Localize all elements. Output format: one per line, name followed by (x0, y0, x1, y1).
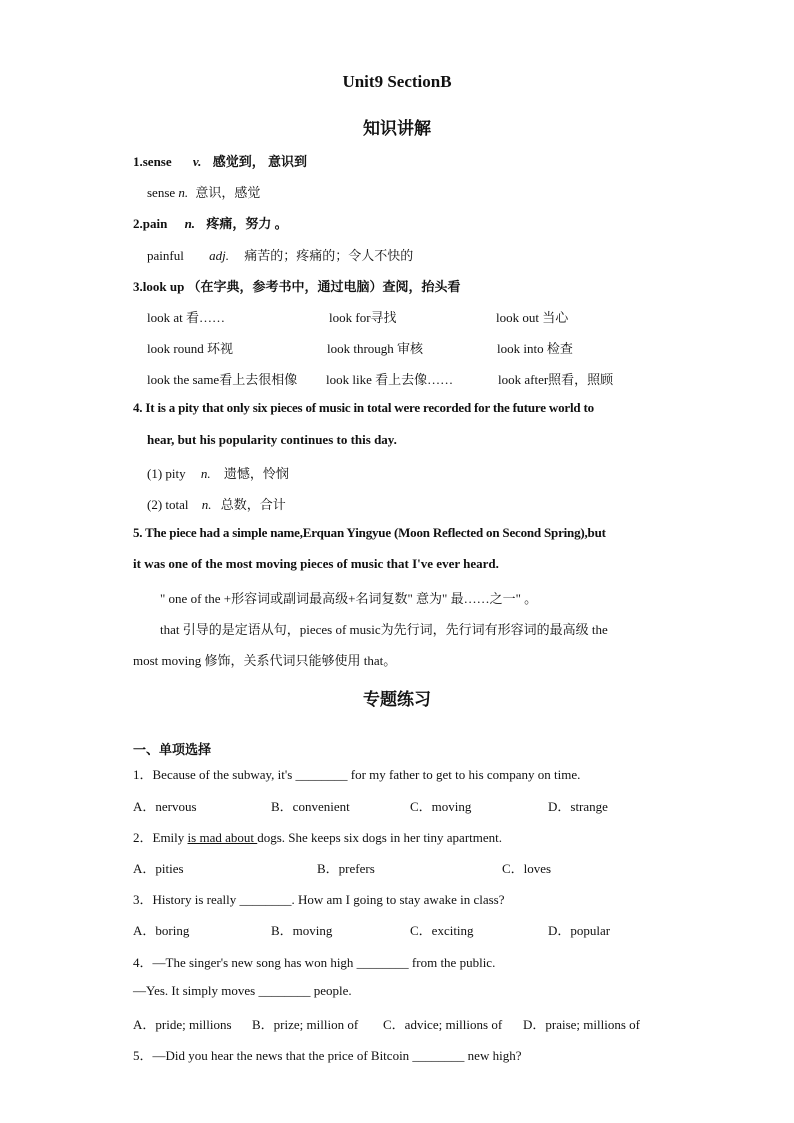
q2-option-c[interactable]: C．loves (502, 861, 552, 876)
q4-option-a[interactable]: A．pride; millions (133, 1017, 232, 1032)
sub-meaning: 意识，感觉 (195, 185, 261, 200)
sub-pos: n. (201, 497, 212, 512)
item-meaning: 疼痛，努力 。 (206, 216, 288, 231)
sub-pos: n. (178, 185, 189, 200)
knowledge-item-5-line1: 5. The piece had a simple name,Erquan Yingyue (Moon Reflected on Second Spring),but (133, 525, 606, 540)
knowledge-item-3: 3.look up （在字典，参考书中，通过电脑）查阅，抬头看 (133, 279, 461, 294)
sub-meaning: 痛苦的；疼痛的；令人不快的 (244, 248, 414, 263)
q4-option-c[interactable]: C．advice; millions of (383, 1017, 503, 1032)
sub-word: (2) total (147, 497, 189, 512)
q2-option-b[interactable]: B．prefers (317, 861, 375, 876)
phrase-look-out: look out 当心 (496, 310, 569, 325)
knowledge-item-5-line2: it was one of the most moving pieces of music that I've ever heard. (133, 556, 499, 571)
question-5-stem: 5．—Did you hear the news that the price of Bitcoin ________ new high? (133, 1048, 522, 1063)
q1-option-c[interactable]: C．moving (410, 799, 472, 814)
knowledge-note-2-line1: that 引导的是定语从句，pieces of music为先行词，先行词有形容词的最高级 the (160, 622, 608, 637)
sub-pos: n. (200, 466, 211, 481)
q3-option-a[interactable]: A．boring (133, 923, 190, 938)
sub-meaning: 遗憾，怜悯 (223, 466, 289, 481)
phrase-look-after: look after照看，照顾 (498, 372, 614, 387)
phrase-look-into: look into 检查 (497, 341, 573, 356)
phrase-look-through: look through 审核 (327, 341, 424, 356)
knowledge-sub-4-1 (147, 463, 289, 482)
question-1-stem: 1．Because of the subway, it's ________ for my father to get to his company on time. (133, 767, 581, 782)
q1-option-d[interactable]: D．strange (548, 799, 608, 814)
q2-option-a[interactable]: A．pities (133, 861, 184, 876)
knowledge-sub-1 (147, 182, 260, 201)
q3-option-d[interactable]: D．popular (548, 923, 611, 938)
section-one-heading: 一、单项选择 (133, 742, 212, 757)
q4-option-b[interactable]: B．prize; million of (252, 1017, 359, 1032)
sub-word: painful (147, 248, 184, 263)
question-2-stem (133, 827, 502, 846)
item-pos: n. (184, 216, 196, 231)
knowledge-item-4-line1: 4. It is a pity that only six pieces of music in total were recorded for the future world to (133, 400, 594, 415)
item-word: 2.pain (133, 216, 168, 231)
q1-option-b[interactable]: B．convenient (271, 799, 350, 814)
question-3-stem: 3．History is really ________. How am I going to stay awake in class? (133, 892, 505, 907)
sub-meaning: 总数，合计 (220, 497, 286, 512)
item-meaning: 感觉到， 意识到 (212, 154, 307, 169)
sub-word: (1) pity (147, 466, 186, 481)
knowledge-sub-2 (147, 245, 413, 264)
knowledge-sub-4-2 (147, 494, 286, 513)
q4-option-d[interactable]: D．praise; millions of (523, 1017, 640, 1032)
knowledge-note-2-line2: most moving 修饰，关系代词只能够使用 that。 (133, 653, 397, 668)
q3-option-b[interactable]: B．moving (271, 923, 333, 938)
knowledge-item-1 (133, 151, 307, 170)
item-word: 1.sense (133, 154, 172, 169)
knowledge-item-4-line2: hear, but his popularity continues to this day. (147, 432, 397, 447)
q3-option-c[interactable]: C．exciting (410, 923, 474, 938)
phrase-look-like: look like 看上去像…… (326, 372, 454, 387)
item-pos: v. (192, 154, 202, 169)
question-4-reply: —Yes. It simply moves ________ people. (133, 983, 352, 998)
sub-word: sense (147, 185, 176, 200)
phrase-look-the-same: look the same看上去很相像 (147, 372, 298, 387)
stem-underlined-text: is mad about (187, 830, 258, 845)
question-4-stem: 4．—The singer's new song has won high ________ from the public. (133, 955, 496, 970)
practice-heading: 专题练习 (363, 690, 431, 709)
stem-text: dogs. She keeps six dogs in her tiny apartment. (257, 830, 503, 845)
knowledge-note-1: " one of the +形容词或副词最高级+名词复数" 意为" 最……之一" 。 (160, 591, 538, 606)
knowledge-item-2 (133, 213, 288, 232)
sub-pos: adj. (209, 248, 229, 263)
stem-text: 2．Emily (133, 830, 188, 845)
phrase-look-for: look for寻找 (329, 310, 397, 325)
phrase-look-at: look at 看…… (147, 310, 225, 325)
phrase-look-round: look round 环视 (147, 341, 233, 356)
q1-option-a[interactable]: A．nervous (133, 799, 197, 814)
knowledge-heading: 知识讲解 (363, 119, 431, 138)
unit-title: Unit9 SectionB (342, 72, 452, 91)
